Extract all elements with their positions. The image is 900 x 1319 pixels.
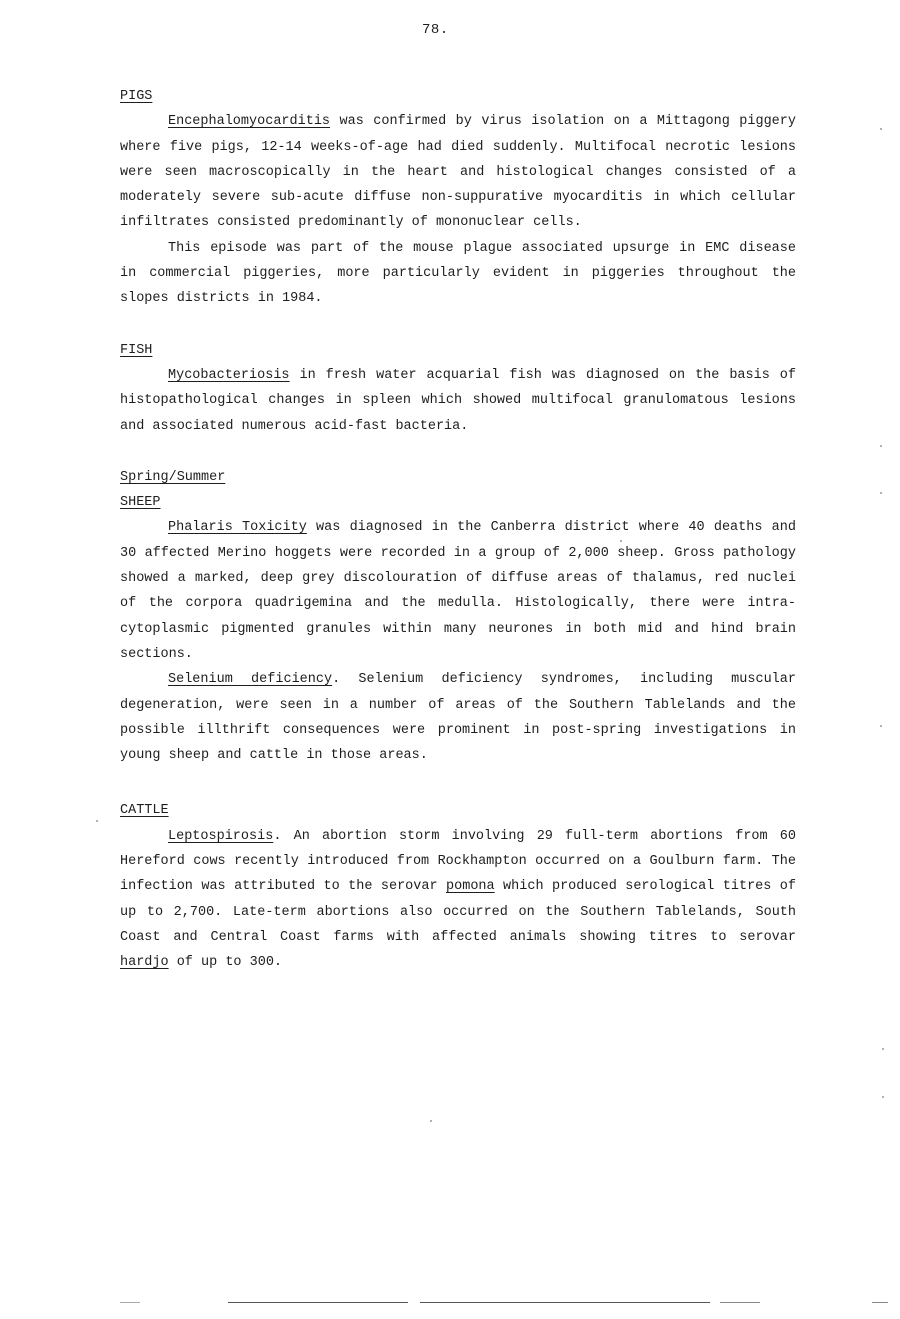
- sheep-paragraph-1-text: was diagnosed in the Canberra district where 40 deaths and 30 affected Merino hoggets were recorded in a group of 2,000 sheep. Gross pathology showed a marked, deep grey discolouration of diffuse areas of thalamus, red nuclei of the corpora quadrigemina and the medulla. Histologically, there were intra-cytoplasmic pigmented granules within many neurones in both mid and hind brain sections.: [120, 520, 796, 662]
- scan-speck: [880, 492, 882, 494]
- scan-speck: [430, 1120, 432, 1122]
- footer-rule: [872, 1302, 888, 1303]
- scan-speck: [620, 540, 622, 542]
- scan-speck: [882, 1048, 884, 1050]
- cattle-paragraph-1-text-a: . An abortion storm involving 29 full-term abortions from 60 Hereford cows recently introduced from Rockhampton occurred on a Goulburn farm. The infection was attributed to the serovar: [120, 828, 796, 895]
- pigs-paragraph-2: This episode was part of the mouse plague associated upsurge in EMC disease in commercial piggeries, more particularly evident in piggeries throughout the slopes districts in 1984.: [120, 240, 796, 307]
- scan-speck: [880, 445, 882, 447]
- section-heading-cattle: CATTLE: [120, 803, 169, 819]
- section-heading-fish: FISH: [120, 342, 153, 358]
- page-number: 78.: [422, 22, 449, 38]
- section-heading-sheep: SHEEP: [120, 495, 161, 511]
- fish-paragraph-1: [120, 363, 796, 439]
- footer-rule: [420, 1302, 710, 1303]
- footer-rule: [120, 1302, 140, 1303]
- term-leptospirosis: Leptospirosis: [168, 828, 274, 844]
- serovar-hardjo: hardjo: [120, 955, 169, 971]
- cattle-paragraph-1-text-c: of up to 300.: [168, 955, 283, 971]
- fish-paragraph-1-text: in fresh water acquarial fish was diagnosed on the basis of histopathological changes in spleen which showed multifocal granulomatous lesions and associated numerous acid-fast bacteria.: [120, 367, 796, 434]
- cattle-paragraph-1: [120, 824, 796, 976]
- scan-speck: [882, 1096, 884, 1098]
- scan-speck: [880, 128, 882, 130]
- serovar-pomona: pomona: [446, 879, 495, 895]
- term-phalaris-toxicity: Phalaris Toxicity: [168, 520, 307, 536]
- footer-rule: [720, 1302, 760, 1303]
- footer-rule: [228, 1302, 408, 1303]
- scan-speck: [880, 725, 882, 727]
- sheep-paragraph-1: [120, 515, 796, 667]
- season-heading: Spring/Summer: [120, 469, 226, 485]
- pigs-paragraph-1-text: was confirmed by virus isolation on a Mittagong piggery where five pigs, 12-14 weeks-of-age had died suddenly. Multifocal necrotic lesions were seen macroscopically in the heart and histological changes consisted of a moderately severe sub-acute diffuse non-suppurative myocarditis in which cellular infiltrates consisted predominantly of mononuclear cells.: [120, 114, 796, 231]
- pigs-paragraph-1: [120, 109, 796, 235]
- section-heading-pigs: PIGS: [120, 89, 153, 104]
- sheep-paragraph-2: [120, 667, 796, 768]
- term-mycobacteriosis: Mycobacteriosis: [168, 367, 290, 383]
- page-content: [120, 84, 796, 976]
- cattle-paragraph-1-text-b: which produced serological titres of up to 2,700. Late-term abortions also occurred on the Southern Tablelands, South Coast and Central Coast farms with affected animals showing titres to serovar: [120, 879, 797, 945]
- scan-speck: [96, 820, 98, 822]
- term-selenium-deficiency: Selenium deficiency: [168, 672, 333, 688]
- term-encephalomyocarditis: Encephalomyocarditis: [168, 114, 331, 130]
- sheep-paragraph-2-text: . Selenium deficiency syndromes, including muscular degeneration, were seen in a number of areas of the Southern Tablelands and the possible illthrift consequences were prominent in post-spring investigations in young sheep and cattle in those areas.: [120, 672, 796, 764]
